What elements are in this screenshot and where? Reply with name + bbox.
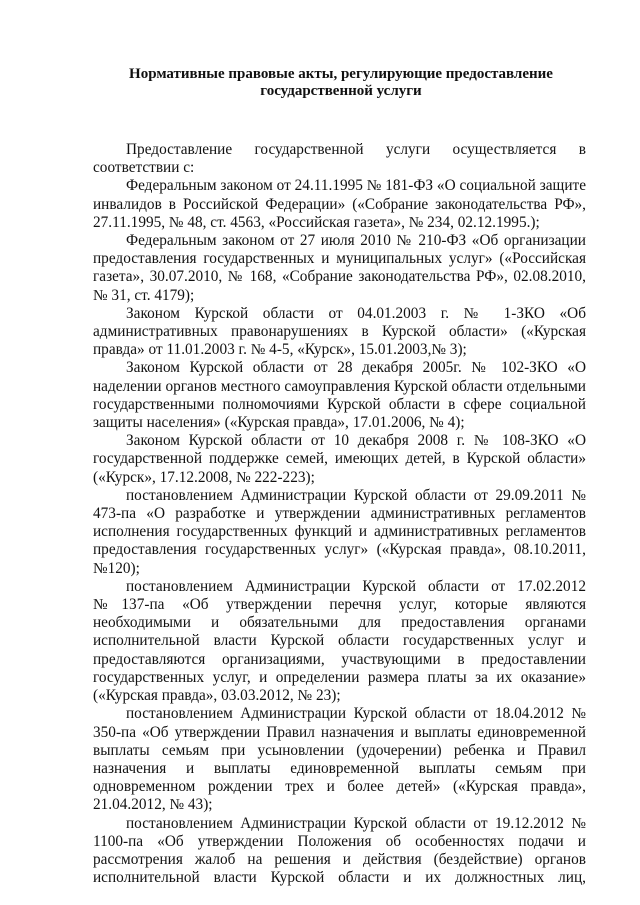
- document-body: [93, 141, 586, 887]
- paragraph-decree-350pa: постановлением Администрации Курской области от 18.04.2012 № 350-па «Об утверждении Правил назначения и выплаты единовременной выплаты семьям при усыновлении (удочерении) ребенка и Правил назначения и выплаты единовременной выплаты семьям при одновременном рождении трех и более детей» («Курская правда», 21.04.2012, № 43);: [93, 705, 586, 814]
- title-line-2: государственной услуги: [260, 83, 422, 99]
- paragraph-decree-473pa: постановлением Администрации Курской области от 29.09.2011 № 473-па «О разработке и утверждении административных регламентов исполнения государственных функций и административных регламентов предоставления государственных услуг» («Курская правда», 08.10.2011, №120);: [93, 486, 586, 577]
- paragraph-law-181fz: Федеральным законом от 24.11.1995 № 181-ФЗ «О социальной защите инвалидов в Российской Федерации» («Собрание законодательства РФ», 27.11.1995, № 48, ст. 4563, «Российская газета», № 234, 02.12.1995.);: [93, 177, 586, 231]
- paragraph-law-1zko: Законом Курской области от 04.01.2003 г. № 1-ЗКО «Об административных правонарушениях в Курской области» («Курская правда» от 11.01.2003 г. № 4-5, «Курск», 15.01.2003,№ 3);: [93, 304, 586, 359]
- document-title: [96, 66, 586, 100]
- paragraph-law-210fz: Федеральным законом от 27 июля 2010 № 210-ФЗ «Об организации предоставления государственных и муниципальных услуг» («Российская газета», 30.07.2010, № 168, «Собрание законодательства РФ», 02.08.2010, № 31, ст. 4179);: [93, 232, 586, 304]
- title-line-1: Нормативные правовые акты, регулирующие предоставление: [129, 66, 553, 82]
- paragraph-law-102zko: Законом Курской области от 28 декабря 2005г. № 102-ЗКО «О наделении органов местного самоуправления Курской области отдельными государственными полномочиями Курской области в сфере социальной защиты населения» («Курская правда», 17.01.2006, № 4);: [93, 359, 586, 432]
- paragraph-intro: Предоставление государственной услуги осуществляется в соответствии с:: [93, 141, 586, 177]
- paragraph-decree-137pa: постановлением Администрации Курской области от 17.02.2012 №137-па «Об утверждении перечня услуг, которые являются необходимыми и обязательными для предоставления органами исполнительной власти Курской области государственных услуг и предоставляются организациями, участвующими в предоставлении государственных услуг, и определении размера платы за их оказание» («Курская правда», 03.03.2012, № 23);: [93, 577, 586, 705]
- paragraph-decree-1100pa: постановлением Администрации Курской области от 19.12.2012 № 1100-па «Об утверждении Положения об особенностях подачи и рассмотрения жалоб на решения и действия (бездействие) органов исполнительной власти Курской области и их должностных лиц,: [93, 814, 586, 887]
- paragraph-law-108zko: Законом Курской области от 10 декабря 2008 г. № 108-ЗКО «О государственной поддержке семей, имеющих детей, в Курской области» («Курск», 17.12.2008, № 222-223);: [93, 432, 586, 486]
